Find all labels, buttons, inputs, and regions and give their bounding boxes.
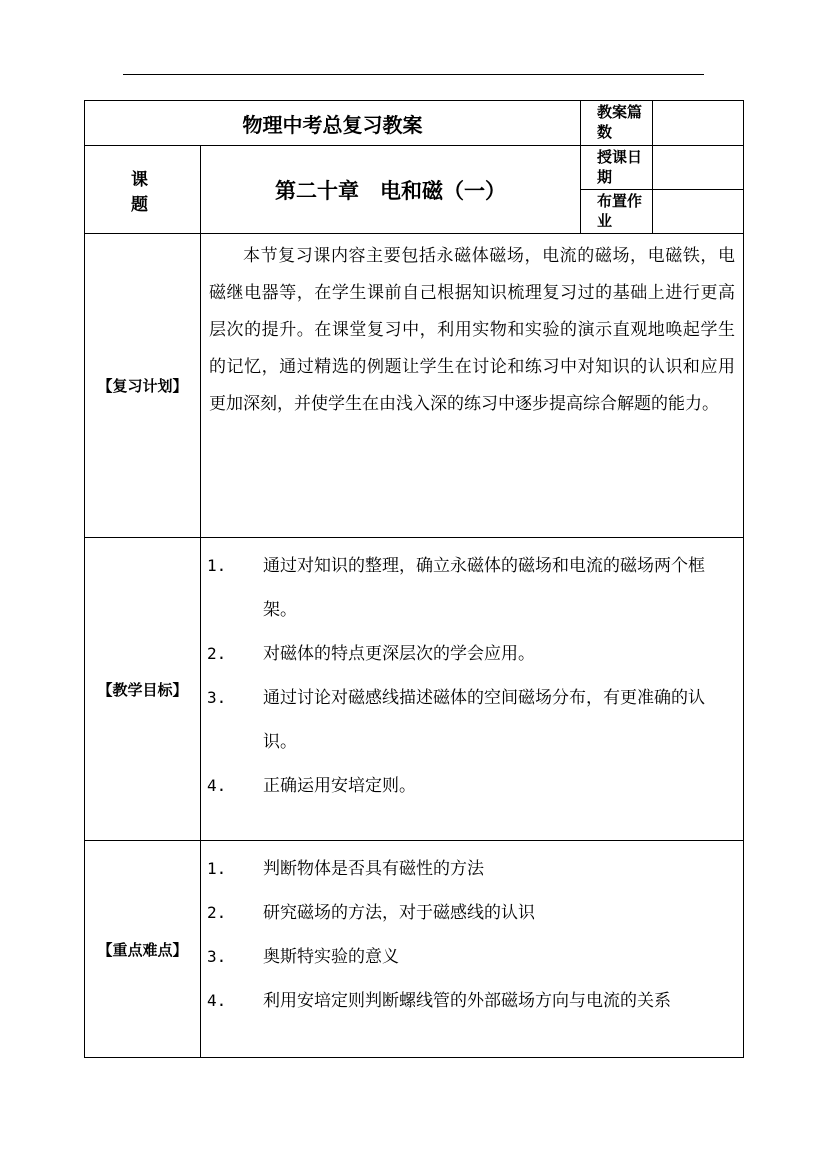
list-item [207, 935, 737, 979]
meta-label-lesson-count: 教案篇数 [581, 101, 653, 146]
review-plan-text: 本节复习课内容主要包括永磁体磁场，电流的磁场，电磁铁，电磁继电器等，在学生课前自己根据知识梳理复习过的基础上进行更高层次的提升。在课堂复习中，利用实物和实验的演示直观地唤起学生的记忆，通过精选的例题让学生在讨论和练习中对知识的认识和应用更加深刻，并使学生在由浅入深的练习中逐步提高综合解题的能力。 [209, 246, 735, 414]
key-points-list [201, 841, 743, 1023]
item-number: 1. [207, 556, 227, 575]
teaching-goals-label: 【教学目标】 [85, 538, 201, 841]
item-number: 2. [207, 903, 227, 922]
item-number: 2. [207, 644, 227, 663]
meta-value-homework[interactable] [653, 190, 744, 234]
item-number: 3. [207, 947, 227, 966]
list-item [207, 764, 737, 808]
meta-value-teaching-date[interactable] [653, 146, 744, 190]
item-number: 4. [207, 776, 227, 795]
item-text: 判断物体是否具有磁性的方法 [263, 859, 484, 879]
item-text: 利用安培定则判断螺线管的外部磁场方向与电流的关系 [263, 991, 671, 1011]
meta-label-homework: 布置作业 [581, 190, 653, 234]
header-rule [123, 74, 704, 75]
meta-value-lesson-count[interactable] [653, 101, 744, 146]
list-item [207, 847, 737, 891]
item-text: 研究磁场的方法，对于磁感线的认识 [263, 903, 535, 923]
review-plan-label: 【复习计划】 [85, 234, 201, 538]
item-number: 4. [207, 991, 227, 1010]
lesson-plan-title: 物理中考总复习教案 [85, 101, 581, 146]
item-number: 3. [207, 688, 227, 707]
lesson-plan-table [84, 100, 744, 1058]
item-text: 对磁体的特点更深层次的学会应用。 [263, 644, 535, 664]
list-item [207, 676, 737, 764]
review-plan-cell [201, 234, 744, 538]
teaching-goals-list [201, 538, 743, 808]
list-item [207, 979, 737, 1023]
item-text: 正确运用安培定则。 [263, 776, 416, 796]
key-points-cell [201, 841, 744, 1058]
item-text: 奥斯特实验的意义 [263, 947, 399, 967]
topic-label: 课题 [85, 146, 201, 234]
list-item [207, 544, 737, 632]
meta-label-teaching-date: 授课日期 [581, 146, 653, 190]
teaching-goals-cell [201, 538, 744, 841]
item-text: 通过讨论对磁感线描述磁体的空间磁场分布，有更准确的认识。 [263, 688, 705, 752]
item-number: 1. [207, 859, 227, 878]
list-item [207, 891, 737, 935]
list-item [207, 632, 737, 676]
chapter-title: 第二十章 电和磁（一） [201, 146, 581, 234]
item-text: 通过对知识的整理，确立永磁体的磁场和电流的磁场两个框架。 [263, 556, 705, 620]
key-points-label: 【重点难点】 [85, 841, 201, 1058]
